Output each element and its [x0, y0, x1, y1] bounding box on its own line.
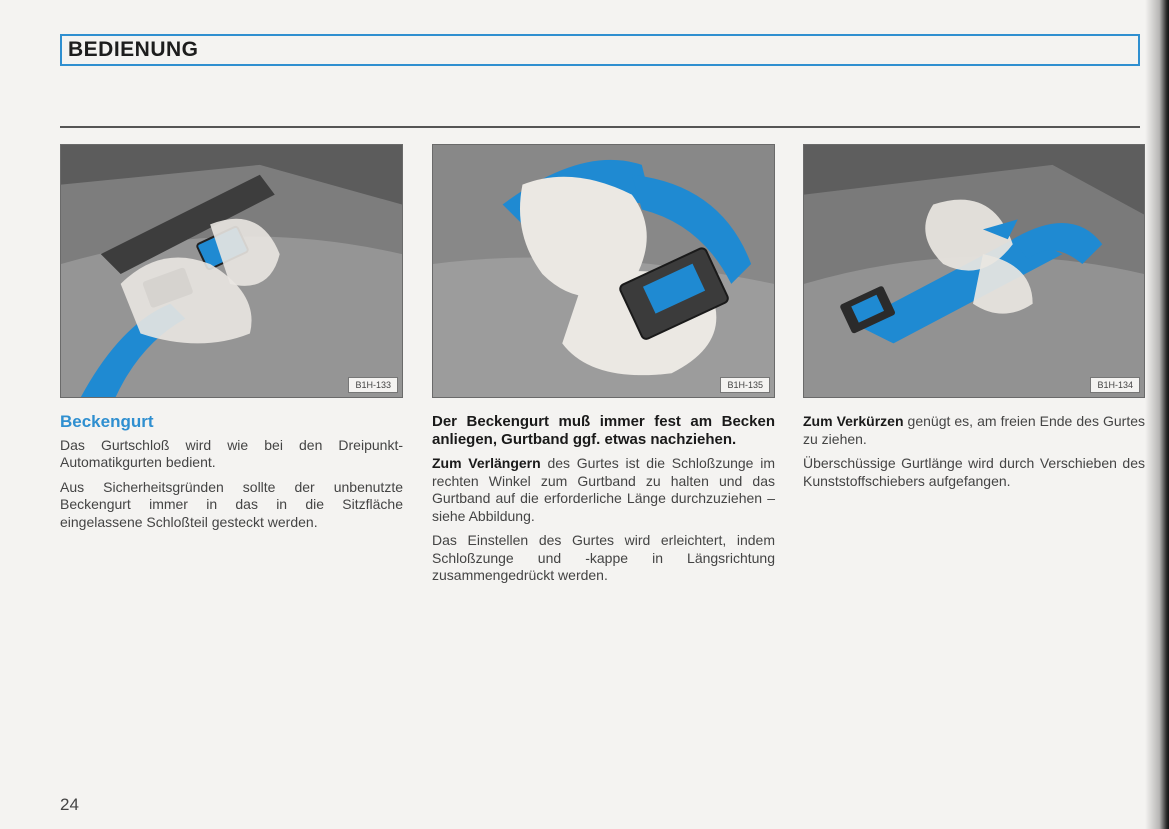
emphasis-term: Zum Verlängern [432, 455, 541, 471]
paragraph: Das Einstellen des Gurtes wird erleichtert, indem Schloßzunge und -kappe in Längsrichtung zusammengedrückt werden. [432, 532, 775, 583]
seatbelt-lengthen-illustration [433, 145, 774, 397]
column-right [803, 413, 1145, 497]
column-middle [432, 413, 775, 592]
column-left [60, 413, 403, 538]
lead-paragraph: Der Beckengurt muß immer fest am Becken anliegen, Gurtband ggf. etwas nachziehen. [432, 413, 775, 448]
figure-label: B1H-133 [348, 377, 398, 393]
paragraph: Das Gurtschloß wird wie bei den Dreipunkt-Automatikgurten bedient. [60, 436, 403, 470]
seatbelt-shorten-illustration [804, 145, 1144, 397]
paragraph-text: genügt es, am freien Ende des Gurtes zu ziehen. [803, 413, 1145, 447]
figure-b1h-135 [432, 144, 775, 398]
paragraph [432, 455, 775, 525]
horizontal-rule [60, 126, 1140, 128]
page-edge-shadow [1145, 0, 1169, 829]
seatbelt-buckle-illustration [61, 145, 402, 397]
section-heading: Beckengurt [60, 412, 154, 431]
paragraph [803, 413, 1145, 448]
paragraph: Überschüssige Gurtlänge wird durch Verschieben des Kunststoffschiebers aufgefangen. [803, 455, 1145, 489]
section-title: BEDIENUNG [68, 38, 199, 61]
section-header [60, 34, 1140, 66]
figure-b1h-133 [60, 144, 403, 398]
figure-label: B1H-134 [1090, 377, 1140, 393]
emphasis-term: Zum Verkürzen [803, 413, 904, 429]
paragraph: Aus Sicherheitsgründen sollte der unbenutzte Beckengurt immer in das in die Sitzfläche eingelassene Schloßteil gesteckt werden. [60, 478, 403, 530]
figure-b1h-134 [803, 144, 1145, 398]
paragraph-text: des Gurtes ist die Schloßzunge im rechten Winkel zum Gurtband zu halten und das Gurtband auf die erforderliche Länge durchzuziehen – siehe Abbildung. [432, 455, 775, 524]
figure-label: B1H-135 [720, 377, 770, 393]
page-number: 24 [60, 795, 79, 814]
